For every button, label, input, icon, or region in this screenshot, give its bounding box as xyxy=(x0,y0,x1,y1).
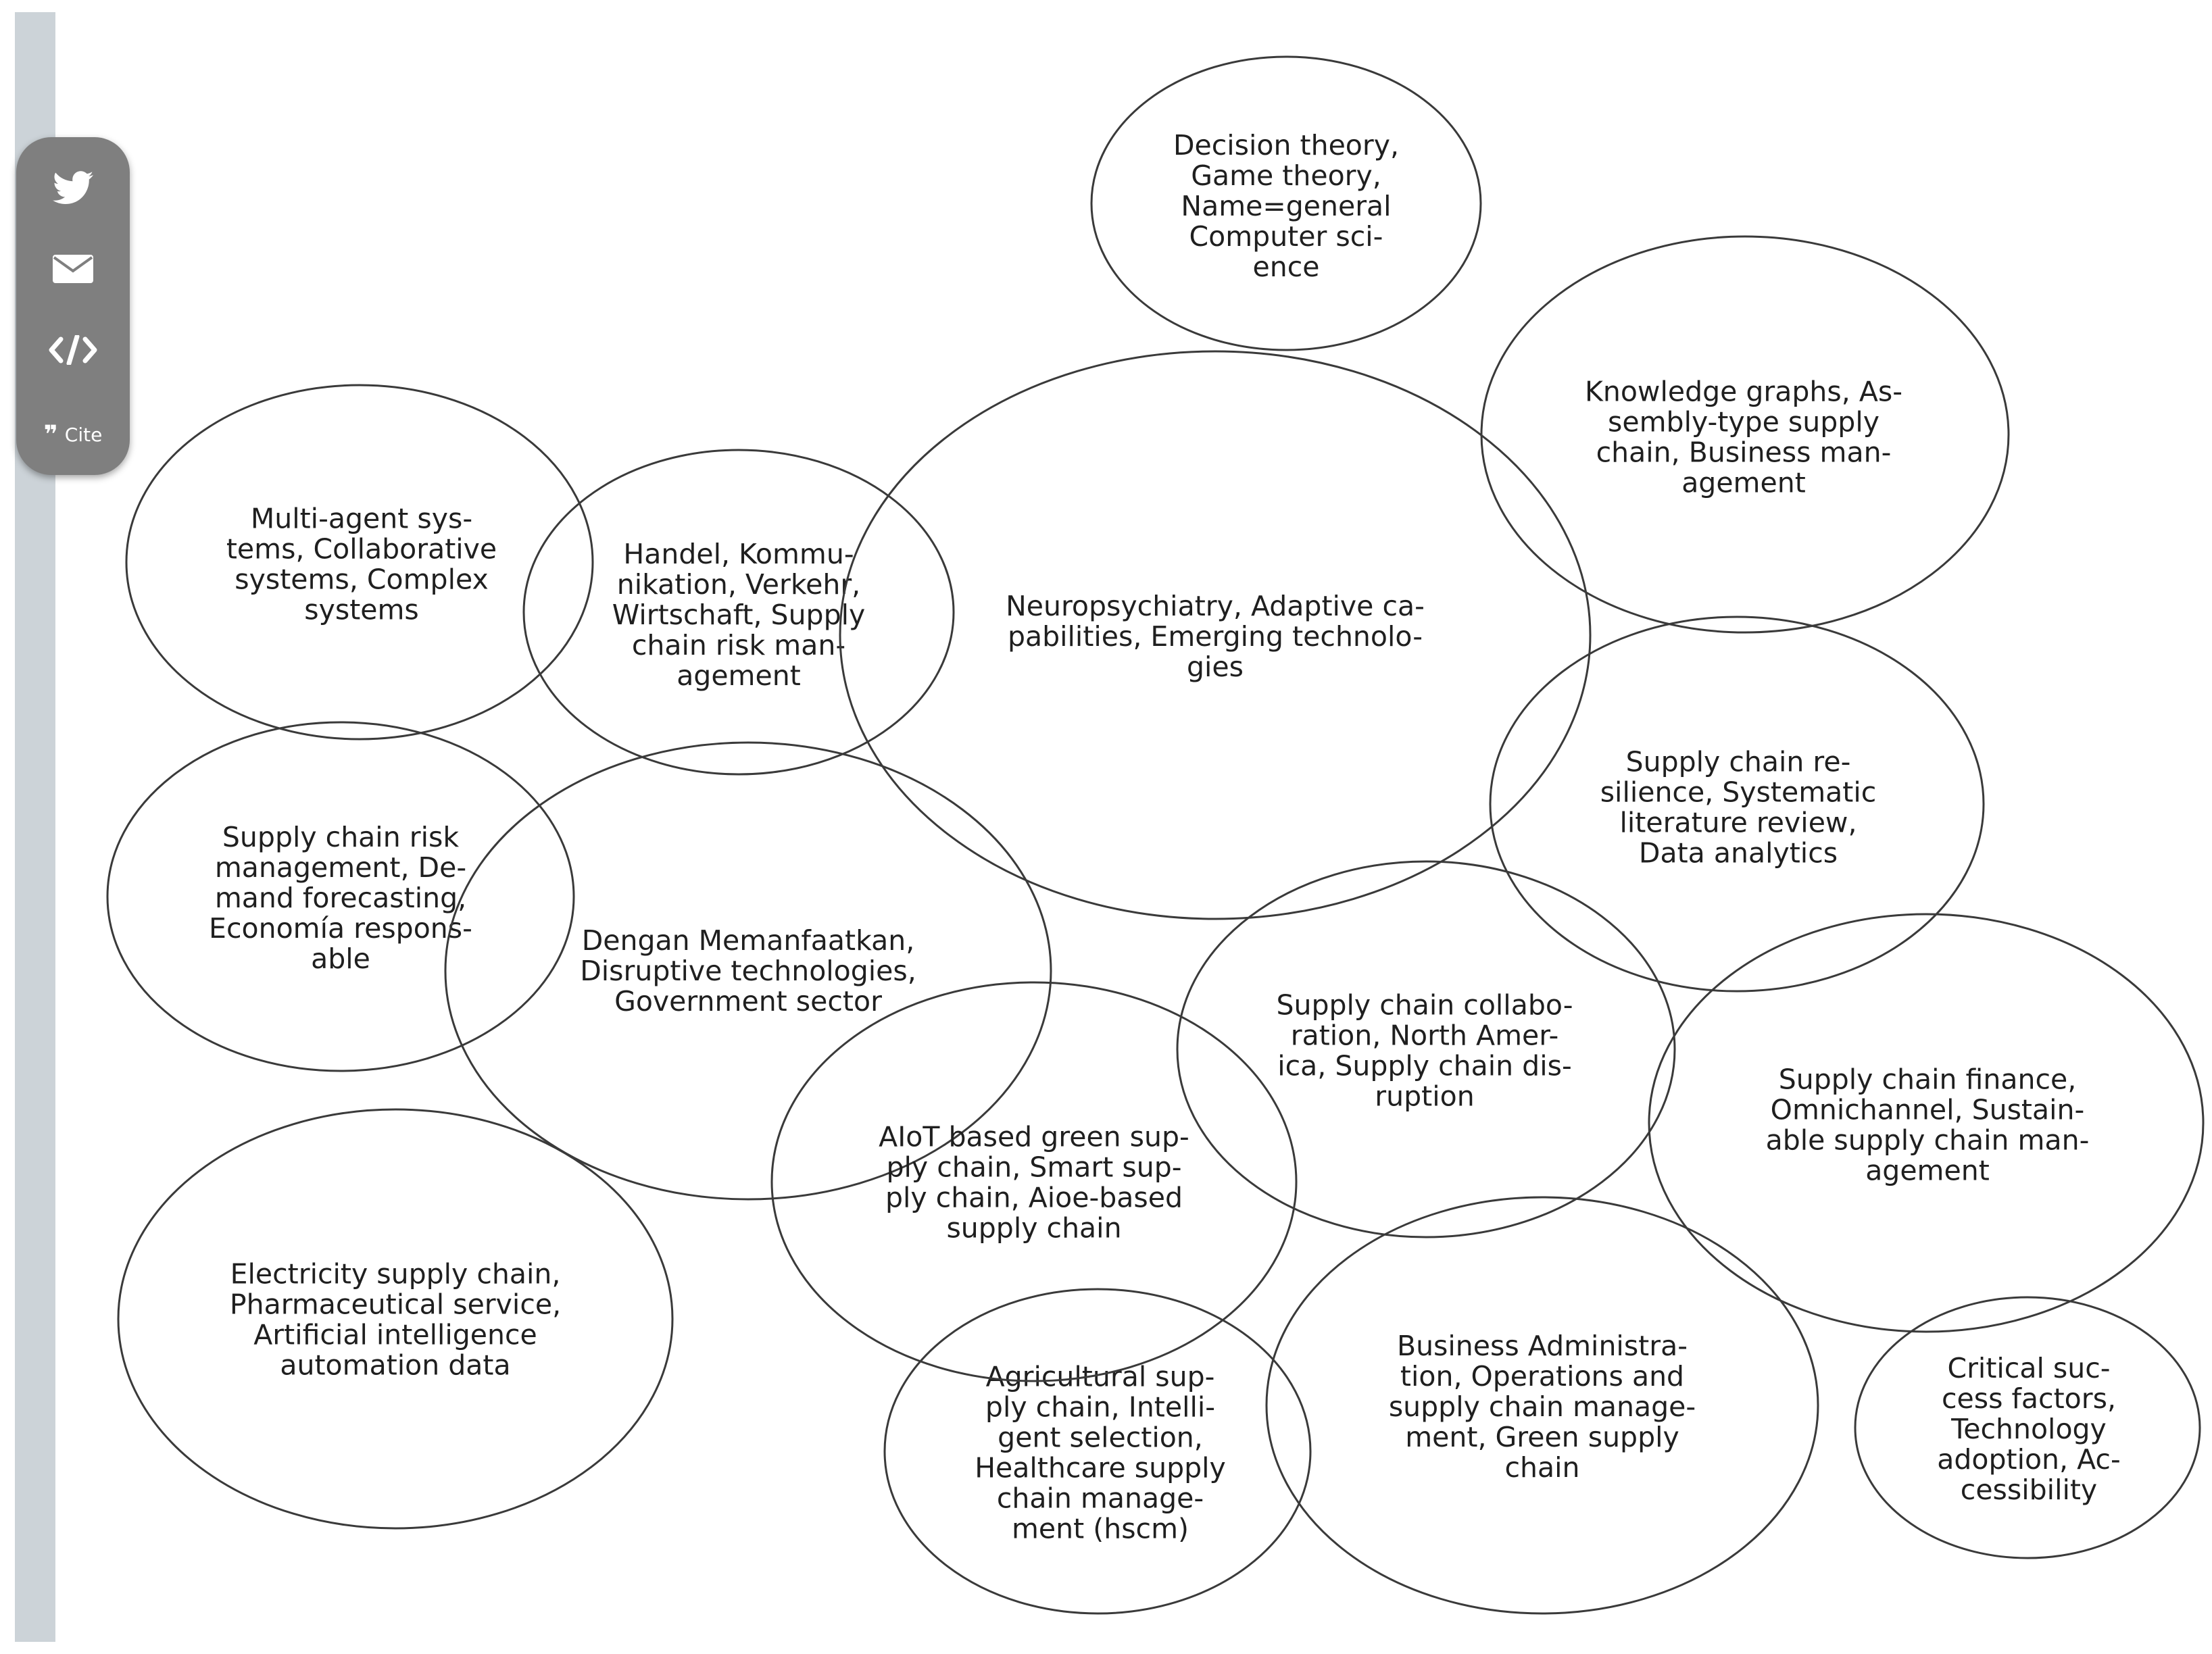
bubble-label-line: adoption, Ac- xyxy=(1937,1443,2121,1476)
bubble-label-line: Government sector xyxy=(614,985,882,1018)
bubble-label-line: sembly-type supply xyxy=(1608,405,1879,438)
bubble-label xyxy=(1937,1352,2121,1506)
bubble-label-line: agement xyxy=(1681,466,1806,499)
twitter-icon xyxy=(53,171,93,205)
bubble-label-line: silience, Systematic xyxy=(1600,776,1877,809)
bubble-label-line: Technology xyxy=(1951,1413,2107,1445)
bubble-label xyxy=(1766,1063,2090,1187)
bubble-label-line: Artificial intelligence xyxy=(253,1318,537,1351)
bubble-label-line: chain risk man- xyxy=(631,629,846,661)
bubble-label-line: tion, Operations and xyxy=(1400,1360,1685,1393)
bubble-label xyxy=(226,503,497,626)
bubble-label-line: Electricity supply chain, xyxy=(230,1257,561,1290)
topic-bubble-decision-theory[interactable] xyxy=(1091,57,1481,350)
bubble-label xyxy=(612,538,866,692)
bubble-label-line: Dengan Memanfaatkan, xyxy=(581,924,915,957)
bubble-label-line: supply chain xyxy=(946,1211,1122,1245)
bubble-label-line: systems, Complex xyxy=(235,563,489,596)
bubble-label-line: pabilities, Emerging technolo- xyxy=(1007,620,1423,653)
bubble-label-line: automation data xyxy=(280,1349,511,1382)
bubble-label-line: ment, Green supply xyxy=(1405,1421,1679,1453)
bubble-label-line: Neuropsychiatry, Adaptive ca- xyxy=(1006,590,1425,622)
bubble-label-line: Supply chain collabo- xyxy=(1276,988,1573,1022)
envelope-icon xyxy=(53,255,93,283)
bubble-label-line: Economía respons- xyxy=(209,912,472,945)
bubble-label xyxy=(879,1121,1189,1245)
bubble-label xyxy=(230,1258,561,1382)
topic-bubble-critical-success[interactable] xyxy=(1855,1297,2200,1558)
bubble-label-line: mand forecasting, xyxy=(214,882,467,914)
bubble-label-line: Business Administra- xyxy=(1396,1330,1688,1362)
quote-icon: ❞ xyxy=(43,420,58,449)
bubble-label-line: ica, Supply chain dis- xyxy=(1277,1049,1572,1082)
bubble-label-line: nikation, Verkehr, xyxy=(616,568,861,601)
bubble-label-line: management, De- xyxy=(214,851,467,884)
bubble-label-line: cessibility xyxy=(1960,1474,2098,1506)
bubble-label-line: Supply chain risk xyxy=(222,821,460,853)
bubble-label-line: cess factors, xyxy=(1941,1382,2117,1415)
bubble-label-line: supply chain manage- xyxy=(1388,1390,1696,1423)
bubble-label xyxy=(1389,1330,1696,1484)
topic-bubble-multi-agent[interactable] xyxy=(126,385,593,739)
bubble-label-line: chain, Business man- xyxy=(1596,436,1892,469)
bubble-label xyxy=(1600,746,1877,870)
bubble-label-line: ment (hscm) xyxy=(1011,1512,1189,1545)
bubble-label xyxy=(580,924,916,1018)
bubble-label xyxy=(1276,989,1573,1113)
topic-bubble-agricultural[interactable] xyxy=(885,1289,1310,1613)
bubble-label-line: AIoT based green sup- xyxy=(879,1120,1189,1153)
topic-bubble-handel[interactable] xyxy=(524,450,954,774)
bubble-label-line: Supply chain finance, xyxy=(1778,1063,2077,1096)
bubble-label-line: chain xyxy=(1504,1451,1580,1484)
bubble-label-line: ply chain, Intelli- xyxy=(985,1390,1216,1424)
bubble-label-line: Multi-agent sys- xyxy=(250,502,473,535)
bubble-label-line: ration, North Amer- xyxy=(1290,1019,1559,1052)
bubble-label-line: Critical suc- xyxy=(1947,1352,2111,1384)
email-share-button[interactable] xyxy=(16,232,130,306)
bubble-label-line: Game theory, xyxy=(1191,159,1381,192)
bubble-label-line: Omnichannel, Sustain- xyxy=(1770,1093,2085,1126)
bubble-label-line: ruption xyxy=(1375,1080,1475,1113)
bubble-label-line: Decision theory, xyxy=(1173,129,1400,161)
bubble-label xyxy=(1173,129,1399,283)
bubble-label xyxy=(209,821,472,975)
share-toolbar xyxy=(16,137,130,475)
bubble-label-line: Healthcare supply xyxy=(975,1451,1226,1484)
bubble-label-line: ply chain, Aioe-based xyxy=(885,1181,1183,1214)
topic-bubble-aiot[interactable] xyxy=(772,982,1296,1381)
bubble-label-line: gent selection, xyxy=(998,1421,1203,1454)
code-icon xyxy=(49,335,97,365)
bubble-label-line: Knowledge graphs, As- xyxy=(1584,375,1903,408)
bubble-label-line: tems, Collaborative xyxy=(226,532,497,566)
bubble-label-line: Supply chain re- xyxy=(1625,745,1851,778)
bubble-label-line: Handel, Kommu- xyxy=(623,538,854,570)
topic-bubble-resilience[interactable] xyxy=(1490,617,1984,991)
topic-bubble-risk-management[interactable] xyxy=(107,722,574,1071)
bubble-label-line: ence xyxy=(1252,251,1320,283)
bubble-label-line: ply chain, Smart sup- xyxy=(886,1151,1182,1184)
cite-label: Cite xyxy=(64,423,103,446)
topic-bubble-business-admin[interactable] xyxy=(1267,1197,1818,1613)
bubble-label xyxy=(975,1361,1226,1545)
bubble-label xyxy=(1585,376,1902,499)
topic-bubble-neuropsychiatry[interactable] xyxy=(840,351,1590,919)
bubble-label-line: Data analytics xyxy=(1638,836,1838,870)
bubble-label-line: agement xyxy=(1865,1154,1990,1187)
bubble-label-line: Pharmaceutical service, xyxy=(229,1288,562,1321)
bubble-label-line: literature review, xyxy=(1619,806,1857,839)
bubble-label xyxy=(1006,590,1425,683)
topic-bubble-knowledge-graphs[interactable] xyxy=(1481,236,2009,632)
bubble-label-line: systems xyxy=(304,593,419,626)
bubble-label-line: able xyxy=(311,943,370,975)
bubble-label-line: chain manage- xyxy=(996,1482,1204,1515)
bubble-label-line: Name=general xyxy=(1181,190,1392,222)
bubble-label-line: Agricultural sup- xyxy=(985,1360,1215,1393)
topic-bubble-electricity[interactable] xyxy=(118,1109,672,1528)
bubble-label-line: gies xyxy=(1186,651,1244,683)
bubble-label-line: Disruptive technologies, xyxy=(580,955,916,987)
bubble-label-line: Computer sci- xyxy=(1189,220,1383,253)
embed-code-button[interactable] xyxy=(16,313,130,387)
twitter-share-button[interactable] xyxy=(16,151,130,225)
topic-bubble-finance[interactable] xyxy=(1649,914,2203,1332)
cite-button[interactable] xyxy=(16,397,130,472)
bubble-label-line: Wirtschaft, Supply xyxy=(612,599,866,631)
bubble-label-line: able supply chain man- xyxy=(1765,1124,2090,1157)
bubble-label-line: agement xyxy=(677,659,801,692)
